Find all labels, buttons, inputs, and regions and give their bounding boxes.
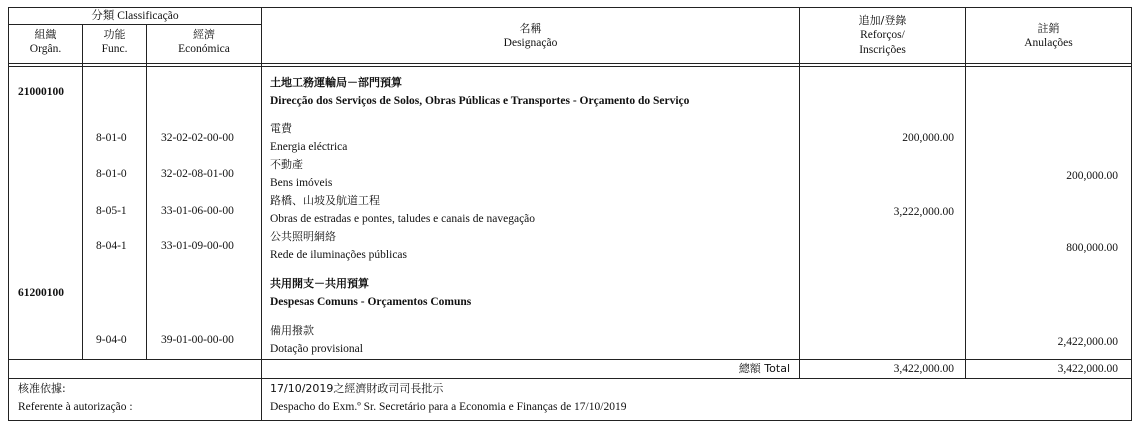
reinforcements-header-zh: 追加/登錄: [858, 14, 907, 27]
organic-header-pt: Orgân.: [29, 43, 62, 55]
row-desc-zh: 電費: [270, 122, 292, 135]
classification-underline: [8, 24, 261, 25]
classification-header: 分類 Classificação: [91, 10, 179, 22]
economic-header-pt: Económica: [178, 43, 230, 55]
designation-header-zh: 名稱: [519, 22, 542, 35]
header-bottom-border: [8, 63, 1132, 64]
table-left-border: [8, 7, 9, 421]
total-label: 總額 Total: [738, 362, 790, 375]
total-top-border: [8, 359, 1132, 360]
row-desc-pt: Dotação provisional: [270, 343, 363, 355]
functional-header: [83, 27, 146, 57]
reinforcements-header: [800, 13, 965, 58]
row-desc-pt: Bens imóveis: [270, 177, 333, 189]
row-desc-pt: Rede de iluminações públicas: [270, 249, 408, 261]
section-title-pt: Direcção dos Serviços de Solos, Obras Públicas e Transportes - Orçamento do Serviço: [270, 95, 690, 107]
row-reinforcement: 3,222,000.00: [893, 206, 954, 218]
total-bottom-border: [8, 378, 1132, 379]
row-desc-pt: Energia eléctrica: [270, 141, 348, 153]
cancellations-header-pt: Anulações: [1024, 37, 1073, 49]
header-bottom-border-2: [8, 66, 1132, 67]
total-reinforcement: 3,422,000.00: [893, 363, 954, 375]
row-desc-zh: 路橋、山坡及航道工程: [270, 194, 380, 207]
row-desc-pt: Obras de estradas e pontes, taludes e canais de navegação: [270, 213, 536, 225]
economic-header: [147, 27, 261, 57]
organic-header-zh: 組織: [34, 28, 57, 41]
row-econ: 33-01-06-00-00: [161, 205, 234, 217]
row-desc-zh: 公共照明網絡: [270, 230, 336, 243]
row-func: 9-04-0: [96, 334, 127, 346]
col-divider-reinforcement: [965, 7, 966, 379]
reinforcements-header-pt1: Reforços/: [860, 29, 905, 41]
row-econ: 33-01-09-00-00: [161, 240, 234, 252]
row-desc-zh: 不動產: [270, 158, 303, 171]
cancellations-header-zh: 註銷: [1037, 22, 1060, 35]
economic-header-zh: 經濟: [193, 28, 215, 41]
designation-header: [262, 21, 799, 51]
row-func: 8-05-1: [96, 205, 127, 217]
functional-header-zh: 功能: [103, 28, 126, 41]
section-organic-code: 61200100: [18, 287, 64, 299]
authorization-label-pt: Referente à autorização :: [18, 401, 133, 413]
designation-header-pt: Designação: [503, 37, 558, 49]
section-title-zh: 共用開支－共用預算: [270, 277, 369, 290]
authorization-text-pt: Despacho do Exm.º Sr. Secretário para a Economia e Finanças de 17/10/2019: [270, 401, 627, 413]
row-econ: 39-01-00-00-00: [161, 334, 234, 346]
table-right-border: [1131, 7, 1132, 421]
row-func: 8-01-0: [96, 168, 127, 180]
authorization-label-zh: 核准依據:: [18, 382, 66, 395]
reinforcements-header-pt2: Inscrições: [859, 44, 906, 56]
row-cancellation: 800,000.00: [1066, 242, 1118, 254]
organic-header: [9, 27, 82, 57]
functional-header-pt: Func.: [101, 43, 128, 55]
col-divider-functional: [146, 24, 147, 360]
row-cancellation: 200,000.00: [1066, 170, 1118, 182]
col-divider-organic: [82, 24, 83, 360]
section-title-zh: 土地工務運輸局－部門預算: [270, 76, 402, 89]
row-econ: 32-02-02-00-00: [161, 132, 234, 144]
col-divider-economic: [261, 7, 262, 421]
row-desc-zh: 備用撥款: [270, 324, 314, 337]
section-title-pt: Despesas Comuns - Orçamentos Comuns: [270, 296, 472, 308]
table-top-border: [8, 7, 1132, 8]
row-func: 8-01-0: [96, 132, 127, 144]
col-divider-designation: [799, 7, 800, 379]
row-reinforcement: 200,000.00: [902, 132, 954, 144]
total-cancellation: 3,422,000.00: [1057, 363, 1118, 375]
section-organic-code: 21000100: [18, 86, 64, 98]
row-func: 8-04-1: [96, 240, 127, 252]
cancellations-header: [966, 21, 1131, 51]
row-econ: 32-02-08-01-00: [161, 168, 234, 180]
row-cancellation: 2,422,000.00: [1057, 336, 1118, 348]
table-bottom-border: [8, 420, 1132, 421]
authorization-text-zh: 17/10/2019之經濟財政司司長批示: [270, 382, 444, 395]
